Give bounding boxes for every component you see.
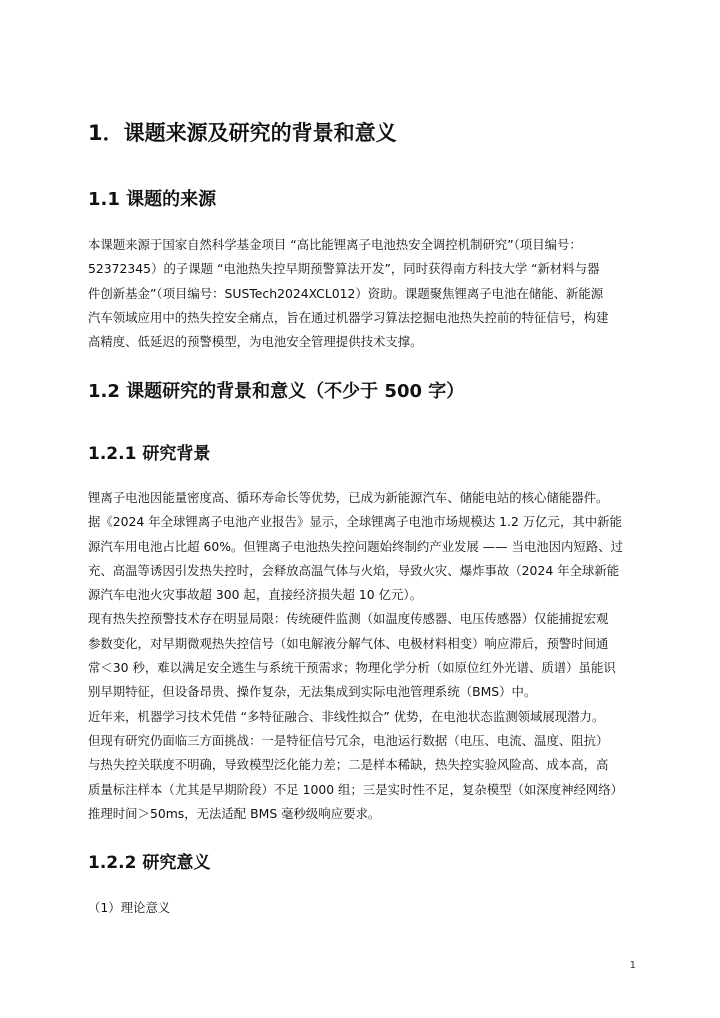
- paragraph-line: 质量标注样本（尤其是早期阶段）不足 1000 组；三是实时性不足，复杂模型（如深度神经网络）: [88, 781, 624, 797]
- paragraph-line: 但现有研究仍面临三方面挑战：一是特征信号冗余，电池运行数据（电压、电流、温度、阻抗）: [88, 732, 609, 748]
- paragraph-line: 现有热失控预警技术存在明显局限：传统硬件监测（如温度传感器、电压传感器）仅能捕捉宏观: [88, 611, 609, 627]
- paragraph-line: 别早期特征，但设备昂贵、操作复杂，无法集成到实际电池管理系统（BMS）中。: [88, 684, 537, 700]
- paragraph-line: 源汽车电池火灾事故超 300 起，直接经济损失超 10 亿元）。: [88, 587, 422, 603]
- paragraph-line: 据《2024 年全球锂离子电池产业报告》显示，全球锂离子电池市场规模达 1.2 万亿元，其中新能: [88, 514, 622, 530]
- paragraph-line: 件创新基金”（项目编号：SUSTech2024XCL012）资助。课题聚焦锂离子电池在储能、新能源: [88, 285, 604, 301]
- section-1-1-paragraph: [88, 233, 634, 354]
- section-1-1-heading: 1.1 课题的来源: [88, 189, 217, 210]
- paragraph-line: 源汽车用电池占比超 60%。但锂离子电池热失控问题始终制约产业发展 —— 当电池因内短路、过: [88, 538, 623, 554]
- paragraph-line: 推理时间＞50ms，无法适配 BMS 毫秒级响应要求。: [88, 805, 381, 821]
- paragraph-line: 常＜30 秒，难以满足安全逃生与系统干预需求；物理化学分析（如原位红外光谱、质谱）虽能识: [88, 660, 616, 676]
- paragraph-line: 近年来，机器学习技术凭借 “多特征融合、非线性拟合” 优势，在电池状态监测领域展现潜力。: [88, 708, 605, 724]
- section-1-2-2-heading: 1.2.2 研究意义: [88, 853, 211, 873]
- chapter-heading: 1．课题来源及研究的背景和意义: [88, 121, 397, 145]
- page-number: 1: [629, 960, 636, 971]
- paragraph-line: 汽车领域应用中的热失控安全痛点，旨在通过机器学习算法挖掘电池热失控前的特征信号，构建: [88, 309, 609, 325]
- paragraph-line: 52372345）的子课题 “电池热失控早期预警算法开发”，同时获得南方科技大学 “新材料与器: [88, 261, 600, 277]
- section-1-2-heading: 1.2 课题研究的背景和意义（不少于 500 字）: [88, 381, 465, 402]
- paragraph-line: 充、高温等诱因引发热失控时，会释放高温气体与火焰，导致火灾、爆炸事故（2024 年全球新能: [88, 562, 620, 578]
- section-1-2-1-heading: 1.2.1 研究背景: [88, 444, 211, 464]
- section-1-2-1-paragraph: [88, 486, 634, 826]
- list-item-theory-significance: （1）理论意义: [88, 900, 171, 915]
- paragraph-line: 锂离子电池因能量密度高、循环寿命长等优势，已成为新能源汽车、储能电站的核心储能器件。: [88, 490, 609, 505]
- paragraph-line: 高精度、低延迟的预警模型，为电池安全管理提供技术支撑。: [88, 334, 423, 350]
- paragraph-line: 本课题来源于国家自然科学基金项目 “高比能锂离子电池热安全调控机制研究”（项目编号：: [88, 237, 582, 252]
- paragraph-line: 参数变化，对早期微观热失控信号（如电解液分解气体、电极材料相变）响应滞后，预警时间通: [88, 635, 609, 651]
- paragraph-line: 与热失控关联度不明确，导致模型泛化能力差；二是样本稀缺，热失控实验风险高、成本高，高: [88, 757, 609, 773]
